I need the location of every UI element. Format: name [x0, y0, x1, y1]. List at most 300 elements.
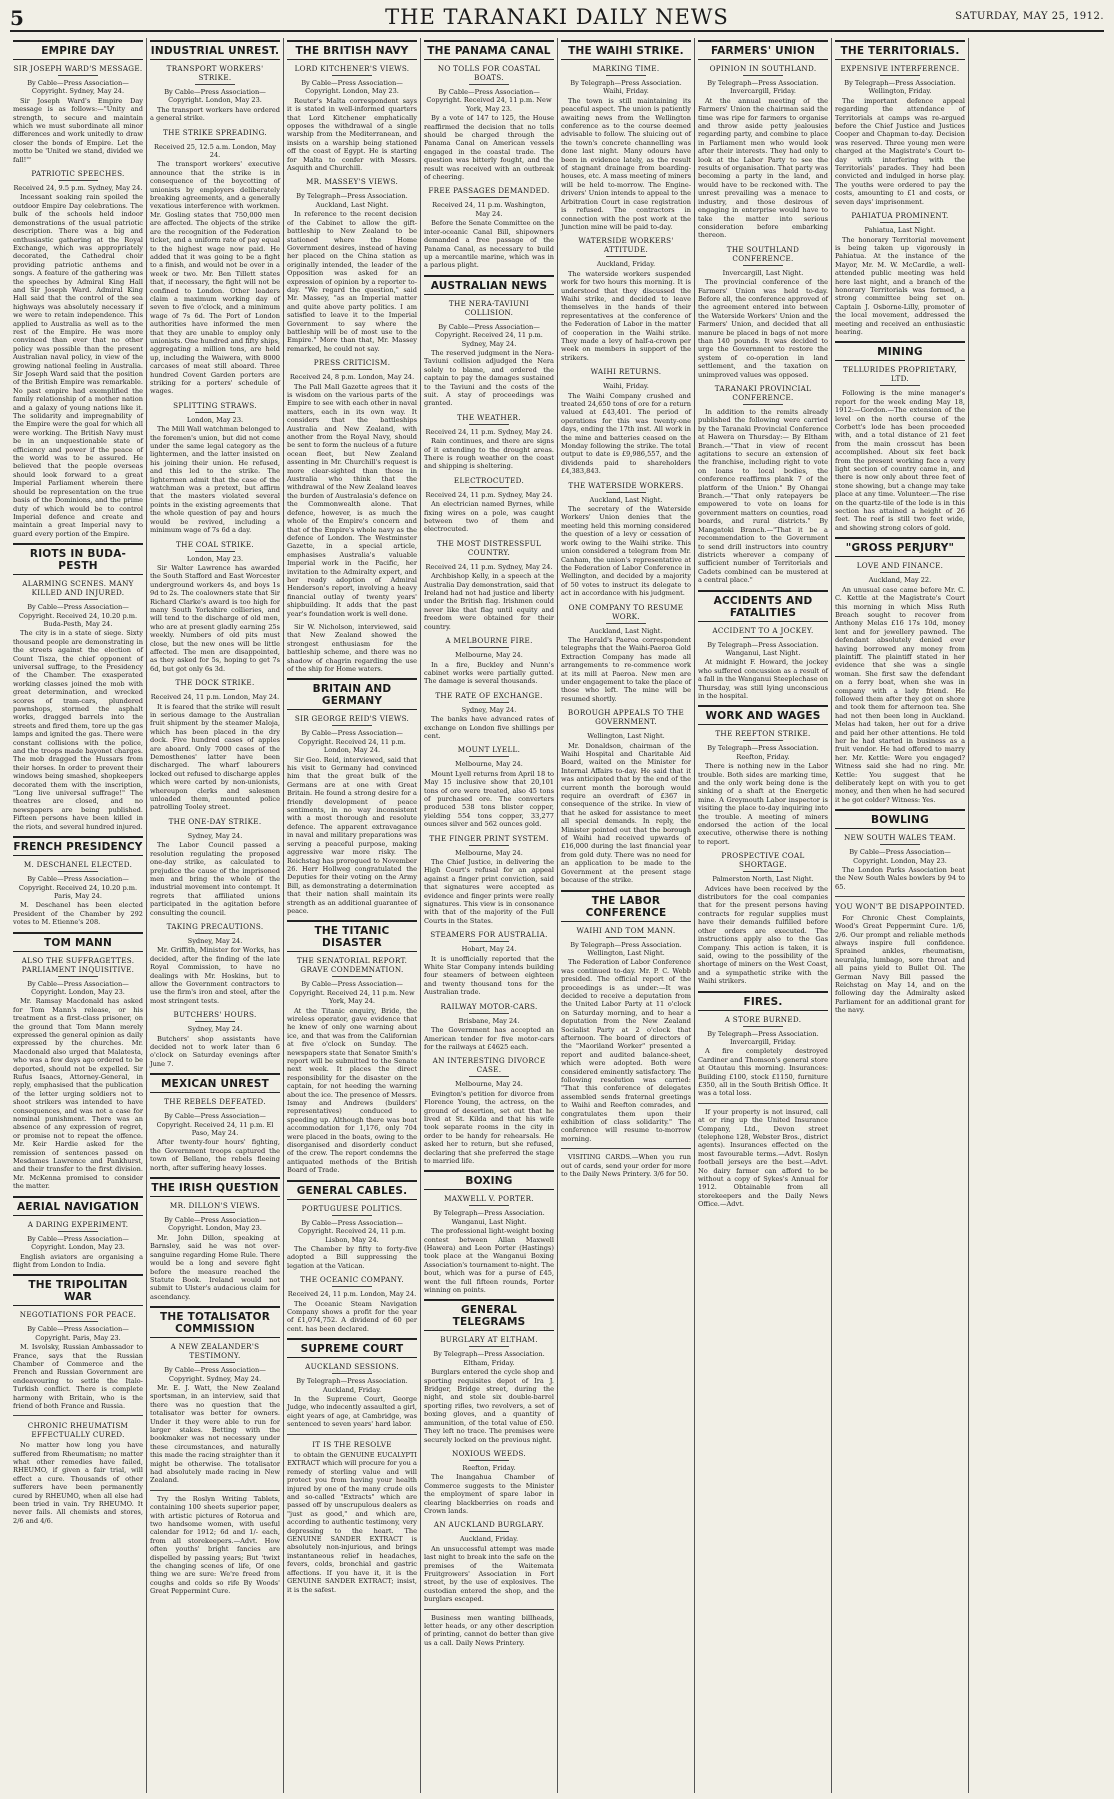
headline-rule — [469, 845, 509, 846]
article-headline: AN AUCKLAND BURGLARY. — [433, 1520, 545, 1530]
article-dateline: London, May 23. — [186, 415, 244, 424]
advertisement-headline: IT IS THE RESOLVE — [312, 1439, 392, 1449]
article-dateline: Sydney, May 24. — [187, 936, 243, 945]
article-body: Incessant soaking rain spoiled the outdoor Empire Day celebrations. The bulk of the schools held indoor demonstrations of the usual patriotic description. There was a big and enthusiastic gathering at the Royal Exchange, which was appropriately decorated, the Cathedral choir providing patriotic anthems and songs. A feature of the gathering was the speeches by Admiral King Hall and Sir Joseph Ward. Admiral King Hall said that the control of the sea highways was absolutely necessary if we were to retain independence. This applied to Australia as well as to the rest of the Empire. He was more convinced than ever that no other policy was possible than the present Australian naval policy, in view of the growing national feeling in Australia. Sir Joseph Ward said that the position of the British Empire was remarkable. No past empire had exemplified the family relationship of a mother nation and a galaxy of young nations like it. The solidarity and impregnability of the Empire were the goal for which all were working. The British Navy must be in an unquestionable state of efficiency and power if the peace of the world was to be assured. He believed that the people overseas should look forward to a great Imperial Parliament wherein there should be representation on the true basis of the Dominions, and the prime duty of which would be to control Imperial defence and create and maintain a great Imperial navy to guard every portion of the Empire. — [13, 193, 143, 538]
article-dateline: Received 24, 11 p.m. Sydney, May 24. — [425, 427, 553, 436]
article-body: An electrician named Byrnes, while fixing wires on a pole, was caught between two of them and electrocuted. — [424, 500, 554, 534]
issue-date: SATURDAY, MAY 25, 1912. — [955, 11, 1104, 22]
article-dateline: By Telegraph—Press Association. Wellington, Last Night. — [570, 940, 682, 957]
article — [561, 890, 691, 1144]
article-body: The reserved judgment in the Nera-Taviuni collision adjudged the Nera solely to blame, and ordered the captain to pay the damages sustained to the Taviuni and the costs of the suit. A stay of proceedings was granted. — [424, 348, 554, 408]
article — [13, 1196, 143, 1270]
article-dateline: By Telegraph—Press Association. Invercargill, Friday. — [707, 79, 819, 96]
article — [561, 603, 691, 704]
article-dateline: Received 24, 9.5 p.m. Sydney, May 24. — [13, 184, 143, 193]
article-body: Sir Joseph Ward's Empire Day message is as follows:—"Unity and strength, to secure and maintain which we must subordinate all minor differences and work unitedly to draw closer the bonds of Empire. Let the motto be 'United we stand, divided we fall!'" — [13, 96, 143, 164]
column-1 — [10, 38, 147, 1793]
article-dateline: By Cable—Press Association—Copyright. London, May 23. — [27, 1234, 129, 1252]
article — [424, 1520, 554, 1603]
article-body: It is feared that the strike will result in serious damage to the Australian fruit shipment by the steamer Maloja, which has been placed in the dry dock. Five hundred cases of apples are aboard. Only 7000 cases of the Demosthenes' latter have been discharged. The wharf labourers locked out refused to discharge apples which were carted by non-unionists, whereupon clerks and salesmen unloaded them, mounted police patrolling Tooley street. — [150, 702, 280, 812]
article-body: Mount Lyell returns from April 18 to May 15 inclusive show that 20,101 tons of ore were treated, also 45 tons of purchased ore. The converters produced 538 tons blister copper, yielding 554 tons copper, 33,277 ounces silver and 562 ounces gold. — [424, 769, 554, 829]
article-dateline: By Telegraph—Press Association. Invercargill, Friday. — [707, 1029, 819, 1046]
section-heading: THE PANAMA CANAL — [424, 40, 554, 60]
article — [150, 128, 280, 396]
section-heading: THE BRITISH NAVY — [287, 40, 417, 60]
article-dateline: By Cable—Press Association—Copyright. London, May 23. — [164, 1216, 266, 1233]
newspaper-title: THE TARANAKI DAILY NEWS — [385, 5, 729, 29]
article-body: The city is in a state of siege. Sixty thousand people are demonstrating in the streets against the election of Count Tisza, the chief opponent of universal suffrage, to the Presidency of the Chamber. The exasperated working classes joined the mob with great determination, and wrecked scores of tram-cars, plundered pawnshops, stormed the asphalt works, dragged barrels into the streets and fired them, tore up the gas lamps and ignited the gas. There were constant collisions with the police, and the troops made bayonet charges. The mob dragged the Hussars from their horses. In order to prevent their windows being smashed, shopkeepers decorated them with the inscription, "Long live universal suffrage!" The theatres are closed, and no newspapers are being published. Fifteen persons have been killed in the riots, and several hundred injured. — [13, 629, 143, 831]
article-headline: PRESS CRITICISM. — [313, 358, 391, 368]
article-headline: PATRIOTIC SPEECHES. — [31, 169, 125, 179]
article-dateline: By Telegraph—Press Association. Wellington, Friday. — [844, 79, 956, 96]
article-dateline: By Telegraph—Press Association. Auckland, Friday. — [296, 1377, 408, 1394]
section-heading: BRITAIN AND GERMANY — [287, 678, 417, 710]
article — [698, 245, 828, 379]
article-dateline: Brisbane, May 24. — [458, 1016, 520, 1025]
headline-rule — [469, 756, 509, 757]
advertisement-headline: YOU WON'T BE DISAPPOINTED. — [835, 902, 965, 912]
article-headline: AUCKLAND SESSIONS. — [305, 1362, 399, 1372]
article — [150, 540, 280, 674]
article-headline: PROSPECTIVE COAL SHORTAGE. — [721, 851, 805, 870]
article — [424, 745, 554, 828]
article-body: The Federation of Labor Conference was continued to-day. Mr. P. C. Webb presided. The official report of the proceedings is as under:—It was decided to receive a deputation from the United Labor Party at 11 o'clock on Saturday morning, and to hear a deputation from the New Zealand Socialist Party at 2 o'clock that afternoon. The board of directors of the "Maoriland Worker" presented a report and audited balance-sheet, which were adopted. Both were considered eminently satisfactory. The following resolution was carried: "That this conference of delegates assembled sends fraternal greetings to Waihi and Reefton comrades, and congratulates them upon their exhibition of class solidarity." The conference will resume to-morrow morning. — [561, 958, 691, 1143]
article-dateline: By Telegraph—Press Association. Wanganui, Last Night. — [433, 1209, 545, 1226]
article-headline: THE REBELS DEFEATED. — [164, 1097, 266, 1107]
article — [698, 851, 828, 985]
article — [561, 708, 691, 884]
article-headline: A NEW ZEALANDER'S TESTIMONY. — [170, 1342, 260, 1361]
headline-rule — [606, 623, 646, 624]
article-dateline: By Cable—Press Association—Copyright. Received 24, 11 p.m. London, May 24. — [298, 729, 406, 755]
article — [13, 169, 143, 538]
article-headline: THE SOUTHLAND CONFERENCE. — [726, 244, 800, 263]
section-heading: AUSTRALIAN NEWS — [424, 275, 554, 295]
headline-rule — [469, 1460, 509, 1461]
section-heading: THE TRIPOLITAN WAR — [13, 1274, 143, 1306]
article-dateline: By Cable—Press Association—Copyright. Received 24, 11 p.m. El Paso, May 24. — [156, 1112, 274, 1138]
article-dateline: Invercargill, Last Night. — [722, 268, 804, 277]
article-headline: ONE COMPANY TO RESUME WORK. — [568, 602, 684, 621]
article-dateline: Sydney, May 24. — [461, 705, 517, 714]
article-dateline: By Cable—Press Association—Copyright. Sydney, May 24. — [164, 1366, 266, 1383]
article-headline: TARANAKI PROVINCIAL CONFERENCE. — [714, 384, 812, 402]
advertisement — [561, 1148, 691, 1178]
headline-rule — [469, 197, 509, 198]
article — [835, 537, 965, 804]
article-headline: ACCIDENT TO A JOCKEY. — [712, 625, 814, 635]
article-body: Rain continues, and there are signs of it extending to the drought areas. There is rough weather on the coast and shipping is sheltering. — [424, 437, 554, 471]
article-headline: THE SENATORIAL REPORT. GRAVE CONDEMNATION. — [296, 956, 408, 975]
article-headline: ALARMING SCENES. MANY KILLED AND INJURED. — [22, 579, 134, 598]
article-body: The professional light-weight boxing contest between Allan Maxwell (Hawera) and Leon Porter (Hastings) took place at the Wanganui Boxing Association's tournament to-night. The bout, which was for a purse of £45, went the full fifteen rounds, Porter winning on points. — [424, 1227, 554, 1295]
article — [424, 930, 554, 996]
article-headline: RAILWAY MOTOR-CARS. — [440, 1001, 538, 1011]
headline-rule — [195, 933, 235, 934]
headline-rule — [606, 937, 646, 938]
article — [150, 1010, 280, 1068]
section-heading: SUPREME COURT — [287, 1338, 417, 1358]
section-heading: THE LABOR CONFERENCE — [561, 890, 691, 922]
article-body: In the Supreme Court, George Judge, who indecently assaulted a girl, eight years of age, at Cambridge, was sentenced to seven years' hard labor. — [287, 1394, 417, 1429]
article — [835, 341, 965, 532]
page-number: 5 — [10, 6, 24, 30]
article-body: Advices have been received by the distributors for the coal companies that for the present persons having contracts for regular supplies must have their demands fulfilled before other orders are executed. The instructions apply also to the Gas Company. This action is taken, it is said, owing to the possibility of the shortage of miners on the West Coast, and a sympathetic strike with the Waihi strikers. — [698, 884, 828, 986]
article-dateline: Sydney, May 24. — [187, 831, 243, 840]
masthead — [10, 4, 1104, 32]
headline-rule — [469, 319, 509, 320]
article-body: The banks have advanced rates of exchange on London five shillings per cent. — [424, 715, 554, 740]
article-body: Sir W. Nicholson, interviewed, said that New Zealand showed the strongest enthusiasm for the battleship scheme, and there was no shadow of chagrin regarding the use of the ship for Home waters. — [287, 622, 417, 673]
headline-rule — [195, 1212, 235, 1213]
article-dateline: Auckland, May 22. — [868, 576, 932, 585]
article-body: The Chamber by fifty to forty-five adopted a Bill suppressing the legation at the Vatican. — [287, 1244, 417, 1270]
article-dateline: Auckland, Last Night. — [589, 626, 663, 635]
headline-rule — [469, 84, 509, 85]
article-body: An unsuccessful attempt was made last night to break into the safe on the premises of the Waitemata Fruitgrowers' Association in Fort street, by the use of explosives. The custodian entered the shop, and the burglars escaped. — [424, 1544, 554, 1604]
article-dateline: Received 24, 11 p.m. Sydney, May 24. — [425, 562, 553, 571]
section-heading: TOM MANN — [13, 932, 143, 952]
article-headline: MR. MASSEY'S VIEWS. — [305, 177, 399, 187]
section-heading: FIRES. — [698, 991, 828, 1011]
article — [561, 236, 691, 362]
article-dateline: London, May 23. — [186, 554, 244, 563]
article-body: Burglars entered the cycle shop and sporting requisites depot of Ira J. Bridger, Bridge street, during the night, and stole six double-barrel sporting rifles, two revolvers, a set of boxing gloves, and a quantity of ammunition, of the total value of £50. They left no trace. The premises were securely locked on the previous night. — [424, 1368, 554, 1444]
article-headline: THE REEFTON STRIKE. — [715, 729, 811, 739]
article-dateline: By Cable—Press Association—Copyright. London, May 23. — [301, 79, 403, 96]
article — [287, 1338, 417, 1428]
article — [424, 539, 554, 631]
article-headline: THE WATERSIDE WORKERS. — [568, 480, 684, 490]
advertisement-body: to obtain the GENUINE EUCALYPTI EXTRACT which will procure for you a remedy of sterling value and will protect you from having your health injured by one of the many crude oils and so-called "Extracts" which are passed off by unscrupulous dealers as "just as good," and which are, according to authentic testimony, very depressing to the heart. The GENUINE SANDER EXTRACT is absolutely non-injurious, and brings instantaneous relief in headaches, fevers, colds, bronchial and gastric affections. If you have it, it is the GENUINE SANDER EXTRACT; insist, it is the safest. — [287, 1451, 417, 1594]
headline-rule — [58, 599, 98, 600]
article-body: Archbishop Kelly, in a speech at the Australia Day demonstration, said that Ireland had not had justice and liberty under the British flag. Irishmen could never like that flag until equity and freedom were obtained for their country. — [424, 572, 554, 631]
article-dateline: Received 24, 11 p.m. London, May 24. — [287, 1290, 417, 1299]
article-headline: MR. DILLON'S VIEWS. — [169, 1201, 261, 1211]
article-dateline: Wellington, Last Night. — [587, 732, 665, 741]
article-body: The Chief Justice, in delivering the High Court's refusal for an appeal against a finger print conviction, said that signatures were accepted as evidence and finger prints were really signatures. This view is in consonance with that of the majority of the Full Courts in the States. — [424, 858, 554, 925]
headline-rule — [195, 139, 235, 140]
article — [287, 678, 417, 915]
section-heading: EMPIRE DAY — [13, 40, 143, 60]
article — [150, 1073, 280, 1172]
article-body: After twenty-four hours' fighting, the Government troops captured the town of Bellano, the rebels fleeing north, after suffering heavy losses. — [150, 1138, 280, 1172]
article — [698, 384, 828, 585]
headline-rule — [332, 75, 372, 76]
headline-rule — [332, 1215, 372, 1216]
column-4 — [421, 38, 558, 1793]
article-headline: M. DESCHANEL ELECTED. — [23, 860, 133, 870]
article-body: Sir Geo. Reid, interviewed, said that his visit to Germany had convinced him that the great bulk of the Germans are at one with Great Britain. He found a strong desire for a friendly development of peace sentiments, in no way inconsistent with a most thorough and resolute defence. The apparent extravagance in naval and military preparations was serving a peaceful purpose, making aggressive war more risky. The Reichstag has prorogued to November 26. Herr Hollweg congratulated the Deputies for their voting on the Army Bill, as demonstrating a determination that their nation shall maintain its strength as an additional guarantee of peace. — [287, 755, 417, 915]
advertisement-body: No matter how long you have suffered from Rheumatism; no matter what other remedies have failed, RHEUMO, if given a fair trial, will effect a cure. Thousands of other sufferers have been permanently cured by RHEUMO, when all else had been tried in vain. Try RHEUMO. It never fails. All chemists and stores, 2/6 and 4/6. — [13, 1441, 143, 1525]
headline-rule — [469, 559, 509, 560]
article-headline: BOROUGH APPEALS TO THE GOVERNMENT. — [567, 708, 685, 727]
article-body: Reuter's Malta correspondent says it is stated in well-informed quarters that Lord Kitchener emphatically opposes the withdrawal of a single warship from the Mediterranean, and insists on a warship being stationed off the coast of Egypt. He is starting for Malta to confer with Messrs. Asquith and Churchill. — [287, 96, 417, 173]
headline-rule — [469, 1531, 509, 1532]
column-6 — [695, 38, 832, 1793]
article — [150, 678, 280, 812]
headline-rule — [743, 871, 783, 872]
article-headline: EXPENSIVE INTERFERENCE. — [840, 64, 960, 73]
section-heading: FARMERS' UNION — [698, 40, 828, 60]
article-body: It is unofficially reported that the White Star Company intends building four steamers of between eighteen and twenty thousand tons for the Australian trade. — [424, 954, 554, 997]
article-headline: WAIHI RETURNS. — [590, 367, 662, 377]
section-heading: INDUSTRIAL UNREST. — [150, 40, 280, 60]
advertisement-body: For Chronic Chest Complaints, Wood's Great Peppermint Cure. 1/6, 2/6. Our prompt and reliable methods always inspire full confidence. Sprained ankles, rheumatism, neuralgia, lumbago, sore throat and all pains yield to Bullet Oil. The German Navy Bill passed the Reichstag on May 14, and on the following day the Admiralty asked Parliament for an additional grant for the navy. — [835, 913, 965, 1015]
headline-rule — [606, 378, 646, 379]
section-heading: THE TITANIC DISASTER — [287, 920, 417, 952]
article — [835, 211, 965, 336]
article-body: English aviators are organising a flight from London to India. — [13, 1252, 143, 1269]
article — [424, 834, 554, 926]
article — [424, 691, 554, 741]
article-body: The Pall Mall Gazette agrees that it is wisdom on the various parts of the Empire to see with each other in naval matters, each in its own way. It considers that the battleships Australia and New Zealand, with another from the Royal Navy, should be sent to form the nucleus of a future ocean fleet, but New Zealand assenting in Mr. Churchill's request is more clear-sighted than those in Australia who think that the withdrawal of the New Zealand leaves the burden of Australasia's defence on the Commonwealth alone. That defence, however, is as much the whole of the Empire's concern and that of the Empire's whole navy as the defence of London. The Westminster Gazette, in a special article, emphasises Australia's valuable Imperial work in the Pacific, her invitation to the Admiralty expert, and her ready adoption of Admiral Henderson's report, involving a heavy financial outlay of twenty years' shipbuilding. It adds that the past year's foundation work is well done. — [287, 382, 417, 618]
headline-rule — [880, 572, 920, 573]
article-dateline: Waihi, Friday. — [603, 382, 649, 391]
headline-rule — [880, 385, 920, 386]
article-dateline: By Telegraph—Press Association. Auckland, Last Night. — [296, 192, 408, 209]
article-headline: TAKING PRECAUTIONS. — [166, 921, 264, 931]
article-headline: OPINION IN SOUTHLAND. — [709, 64, 817, 73]
article-body: At the annual meeting of the Farmers' Union the chairman said the time was ripe for farmers to organise and throw aside petty jealousies regarding party, and combine to place in Parliament men who would look after their interests. They had only to look at the Labor Party to see the results of organisation. That party was becoming a party in the land, and would have to be reckoned with. The unrest prevailing was a menace to industry, and those desirous of engaging in enterprise would have to take the matter into serious consideration before embarking thereon. — [698, 96, 828, 240]
article-dateline: By Cable—Press Association—Copyright. Received 24, 10.20 p.m. Paris, May 24. — [18, 875, 138, 900]
article-headline: THE MOST DISTRESSFUL COUNTRY. — [436, 538, 542, 557]
headline-rule — [743, 637, 783, 638]
article-body: The provincial conference of the Farmers' Union was held to-day. Before all, the conference approved of the agreement entered into between the Waterside Workers' Union and the Farmers' Union, and decided that all manure be placed in bags of not more than 140 pounds. It was decided to urge the Government to restore the system of co-operation in land settlement, and the taxation on unimproved values was opposed. — [698, 278, 828, 379]
article-dateline: By Cable—Press Association—Copyright. London, May 23. — [27, 979, 129, 996]
headline-rule — [469, 1076, 509, 1077]
article-dateline: Melbourne, May 24. — [455, 848, 523, 857]
article-headline: THE COAL STRIKE. — [176, 539, 254, 549]
article-dateline: Received 25, 12.5 a.m. London, May 24. — [154, 142, 276, 160]
section-heading: "GROSS PERJURY" — [835, 537, 965, 557]
article-headline: ELECTROCUTED. — [453, 475, 525, 485]
article-body: The honorary Territorial movement is being taken up vigorously in Pahiatua. At the instance of the Mayor, Mr. M. W. McCardle, a well-attended public meeting was held here last night, and a branch of the honorary Territorials was formed, a strong committee being set on. Captain J. Osborne-Lilly, promoter of the local movement, addressed the meeting and received an enthusiastic hearing. — [835, 235, 965, 336]
advertisement-body: Try the Roslyn Writing Tablets, containing 100 sheets superior paper, with artistic pictures of Rotorua and two handsome women, with useful calendar for 1912; 6d and 1/- each, from all storekeepers.—Advt. How often youths' bright fancies are dispelled by passing years; But 'twixt the changing scenes of life, Of one thing we are sure: We're freed from coughs and colds so rife By Woods' Great Peppermint Cure. — [150, 1494, 280, 1596]
article-headline: TELLURIDES PROPRIETARY, LTD. — [843, 365, 957, 384]
article-headline: THE NERA-TAVIUNI COLLISION. — [448, 298, 530, 317]
section-heading: THE TERRITORIALS. — [835, 40, 965, 60]
headline-rule — [195, 551, 235, 552]
headline-rule — [195, 828, 235, 829]
article — [424, 1299, 554, 1443]
article-dateline: Reefton, Friday. — [462, 1463, 516, 1472]
article — [424, 1056, 554, 1165]
article-headline: MAXWELL V. PORTER. — [444, 1194, 534, 1204]
article-body: An unusual case came before Mr. C. C. Kettle at the Magistrate's Court this morning in which Miss Ruth Breach sought to recover from Anthony Melas £16 17s 10d, money lent and for jewellery pawned. The defendant absolutely denied ever having borrowed any money from plaintiff. The plaintiff stated in her evidence that she was a single woman. She first saw the defendant on a ferry boat, when she was in company with a lady friend. He followed them after they got on shore and took them for afternoon tea. She had not then been long in Auckland. Melas had taken, her out for a drive and paid her other attentions. He told her he had started in business as a fruit vendor. He had offered to marry her. Mr. Kettle: Were you engaged? Witness said she had no ring. Mr. Kettle: You suggest that he deliberately kept on with you to get money, and then when he had secured it he got colder? Witness: Yes. — [835, 585, 965, 804]
section-heading: ACCIDENTS AND FATALITIES — [698, 590, 828, 622]
article — [13, 932, 143, 1191]
article-dateline: Palmerston North, Last Night. — [712, 875, 814, 884]
article-dateline: By Cable—Press Association—Copyright. London, May 23. — [849, 848, 951, 865]
article-dateline: By Cable—Press Association—Copyright. Sydney, May 24. — [27, 79, 129, 96]
article — [424, 1002, 554, 1052]
article-dateline: Hobart, May 24. — [461, 945, 517, 954]
article-headline: A STORE BURNED. — [724, 1014, 802, 1024]
article — [424, 476, 554, 534]
article-body: The Mill Wall watchman belonged to the foremen's union, but did not come under the same legal category as the lightermen, and the latter insisted on his joining their union. He refused, and this led to the strike. The lightermen admit that the case of the watchman was a pretext, but affirm that the masters violated several points in the existing agreements that the whole question of pay and hours would be revived, including a minimum wage of 7s 6d a day. — [150, 425, 280, 535]
article-headline: SIR JOSEPH WARD'S MESSAGE. — [13, 64, 143, 73]
article — [150, 40, 280, 123]
article-headline: A DARING EXPERIMENT. — [27, 1219, 129, 1229]
article — [287, 623, 417, 673]
article-headline: THE OCEANIC COMPANY. — [300, 1275, 404, 1285]
advertisement-body: VISITING CARDS.—When you run out of cards, send your order for more to the Daily News Printery. 3/6 for 50. — [561, 1153, 691, 1179]
article-body: Evington's petition for divorce from Florence Young, the actress, on the ground of desertion, set out that he lived at St. Kilda and that his wife took separate rooms in the city in order to be handy for rehearsals. He asked her to return, but she refused, declaring that she preferred the stage to married life. — [424, 1089, 554, 1165]
article-body: At midnight F. Howard, the jockey who suffered concussion as a result of a fall in the Wanganui Steeplechase on Thursday, was still lying unconscious in the hospital. — [698, 658, 828, 700]
column-7 — [832, 38, 969, 1793]
advertisement — [287, 1434, 417, 1594]
article-headline: THE FINGER PRINT SYSTEM. — [429, 833, 549, 843]
headline-rule — [58, 75, 98, 76]
section-heading: MINING — [835, 341, 965, 361]
article-dateline: Auckland, Last Night. — [589, 495, 663, 504]
article-body: M. Deschanel has been elected President of the Chamber by 292 votes to M. Etienne's 208. — [13, 901, 143, 927]
section-heading: THE IRISH QUESTION — [150, 1177, 280, 1197]
article-body: Mr. John Dillon, speaking at Barnsley, said he was not over-sanguine regarding Home Rule. There would be a long and severe fight before the measure reached the Statute Book. Ireland would not submit to Ulster's audacious claim for ascendancy. — [150, 1233, 280, 1301]
article — [287, 177, 417, 353]
article-headline: THE WEATHER. — [457, 412, 521, 422]
headline-rule — [332, 1373, 372, 1374]
article — [835, 809, 965, 891]
headline-rule — [195, 689, 235, 690]
headline-rule — [880, 222, 920, 223]
advertisement — [698, 1103, 828, 1209]
article-dateline: By Telegraph—Press Association. Eltham, Friday. — [433, 1350, 545, 1367]
advertisement-body: If your property is not insured, call at or ring up the United Insurance Company, Ltd., Devon street (telephone 128, Webster Bros., district agents). Insurances effected on the most favourable terms.—Advt. Roslyn football jerseys are the best.—Advt. No dairy farmer can afford to be without a copy of Sykes's Annual for 1912. Obtainable from all storekeepers and the Daily News Office.—Advt. — [698, 1107, 828, 1209]
article-body: The important defence appeal regarding the attendance of Territorials at camps was re-argued before the Chief Justice and Justices Cooper and Chapman to-day. Decision was reserved. Three young men were charged at the Magistrate's Court to-day with interfering with the Territorials' parades. They had been convicted and indulged in horse play. The youths were ordered to pay the costs, amounting to £1 and costs, or seven days' imprisonment. — [835, 96, 965, 206]
article-headline: LOVE AND FINANCE. — [856, 561, 944, 571]
headline-rule — [469, 487, 509, 488]
article-headline: THE STRIKE SPREADING. — [162, 127, 268, 137]
headline-rule — [880, 75, 920, 76]
article-dateline: By Telegraph—Press Association. Wanganui, Last Night. — [707, 640, 819, 657]
article-dateline: By Cable—Press Association—Copyright. Received 24, 11 p.m. Lisbon, May 24. — [298, 1218, 406, 1244]
advertisement-body: Business men wanting billheads, letter heads, or any other description of printing, cannot do better than give us a call. Daily News Printery. — [424, 1613, 554, 1647]
headline-rule — [743, 265, 783, 266]
article-body: The secretary of the Waterside Workers' Union denies that the meeting held this morning considered the question of a levy or cessation of work owing to the Waihi strike. This union considered a telegram from Mr. Canham, the union's representative at the Federation of Labor Conference in Wellington, and decided by a majority of 50 votes to instruct its delegate to act in accordance with his judgment. — [561, 505, 691, 598]
headline-rule — [332, 369, 372, 370]
article-body: The waterside workers suspended work for two hours this morning. It is understood that they discussed the Waihi strike, and decided to leave themselves in the hands of their representatives at the conference of the Federation of Labor in the matter of cooperation in the Waihi strike. They made a levy of half-a-crown per week on members in support of the strikers. — [561, 269, 691, 362]
article-dateline: By Cable—Press Association—Copyright. Paris, May 23. — [27, 1325, 129, 1342]
section-heading: THE TOTALISATOR COMMISSION — [150, 1306, 280, 1338]
article-body: The Oceanic Steam Navigation Company shows a profit for the year of £1,074,752. A dividend of 60 per cent. has been declared. — [287, 1299, 417, 1333]
section-heading: AERIAL NAVIGATION — [13, 1196, 143, 1216]
article — [561, 40, 691, 231]
article-dateline: Auckland, Friday. — [459, 1535, 519, 1544]
headline-rule — [606, 256, 646, 257]
section-heading: BOXING — [424, 1170, 554, 1190]
headline-rule — [195, 1108, 235, 1109]
headline-rule — [469, 1013, 509, 1014]
headline-rule — [332, 188, 372, 189]
article-headline: PAHIATUA PROMINENT. — [851, 211, 949, 221]
article — [424, 186, 554, 269]
article-body: Before the Senate Committee on the inter-oceanic Canal Bill, shipowners demanded a free passage of the Panama Canal, as necessary to build up a mercantile marine, which was in a parlous plight. — [424, 219, 554, 270]
article-headline: ALSO THE SUFFRAGETTES. PARLIAMENT INQUISITIVE. — [21, 955, 135, 974]
section-heading: RIOTS IN BUDA-PESTH — [13, 543, 143, 575]
article-headline: A MELBOURNE FIRE. — [445, 636, 533, 646]
article-body: At the Titanic enquiry, Bride, the wireless operator, gave evidence that he knew of only one warning about ice, and that was from the Californian at five o'clock on Sunday. The newspapers state that Senator Smith's report will be submitted to the Senate next week. It places the direct responsibility for the disaster on the captain, for not heeding the warning about the ice. The presence of Messrs. Ismay and Andrews (builders' representatives) conduced to speeding up. Although there was boat accommodation for 1,176, only 704 were placed in the boats, owing to the disorganised and disorderly conduct of the crew. The report condemns the antiquated methods of the British Board of Trade. — [287, 1006, 417, 1175]
headline-rule — [880, 844, 920, 845]
article — [287, 1180, 417, 1270]
section-heading: FRENCH PRESIDENCY — [13, 836, 143, 856]
section-heading: GENERAL CABLES. — [287, 1180, 417, 1200]
newspaper-columns — [10, 38, 1104, 1793]
section-heading: THE WAIHI STRIKE. — [561, 40, 691, 60]
column-3 — [284, 38, 421, 1793]
article — [287, 358, 417, 618]
article — [561, 367, 691, 475]
article-headline: NEGOTIATIONS FOR PEACE. — [19, 1310, 137, 1320]
headline-rule — [469, 647, 509, 648]
article-body: Mr. Ramsay Macdonald has asked for Tom Mann's release, or his treatment as a first-class prisoner, on the ground that Tom Mann merely expressed the general opinion as daily expressed by the churches. Mr. Macdonald also urged that Malatesta, who was a few days ago ordered to be deported, should not be expelled. Sir Rufus Isaacs, Attorney-General, in reply, emphasised that the publication of the letter urging soldiers not to shoot strikers was intended to have consequences, and was not a case for nominal punishment. There was an absence of any expression of regret, or promise not to repeat the offence. Mr. Keir Hardie asked for the remission of sentences passed on Mesdames Lawrence and Pankhurst, and their transfer to the first division. Mr. McKenna promised to consider the matter. — [13, 997, 143, 1191]
article — [13, 836, 143, 926]
headline-rule — [606, 492, 646, 493]
headline-rule — [332, 1286, 372, 1287]
advertisement — [835, 896, 965, 1014]
article-dateline: By Cable—Press Association—Copyright. London, May 23. — [164, 88, 266, 105]
article-dateline: Auckland, Friday. — [596, 260, 656, 269]
headline-rule — [58, 1321, 98, 1322]
article-headline: SPLITTING STRAWS. — [173, 400, 257, 410]
article-headline: BUTCHERS' HOURS. — [173, 1010, 257, 1020]
article — [698, 705, 828, 846]
article-dateline: By Cable—Press Association—Copyright. Received 24, 10.20 p.m. Buda-Pesth, May 24. — [18, 603, 138, 628]
article-headline: FREE PASSAGES DEMANDED. — [428, 186, 550, 196]
article — [424, 413, 554, 471]
article — [150, 1177, 280, 1301]
section-heading: MEXICAN UNREST — [150, 1073, 280, 1093]
article — [13, 1274, 143, 1410]
article — [287, 920, 417, 1174]
article-headline: TRANSPORT WORKERS' STRIKE. — [166, 64, 264, 82]
article-body: The Inangahua Chamber of Commerce suggests to the Minister the employment of spare labor in clearing blackberries on roads and Crown lands. — [424, 1473, 554, 1515]
article — [424, 1170, 554, 1294]
article-body: The Labor Council passed a resolution regulating the proposed one-day strike, as calculated to prejudice the cause of the imprisoned men and bring the whole of the industrial movement into contempt. It regrets that affiliated unions participated in the agitation before consulting the council. — [150, 841, 280, 917]
article — [13, 543, 143, 831]
article-body: Following is the mine manager's report for the week ending May 18, 1912:—Gordon.—The extension of the level on the north course of the Corbett's lode has been proceeded with, and a total distance of 21 feet from the main crosscut has been accomplished. About six feet back from the present working face a very light section of country came in, and there is now only about three feet of stone showing, but a change may take place at any time. Volunteer.—The rise on the quartz-tile of the lode is in this section has attained a height of 26 feet. The reef is still two feet wide, and showing strong colors of gold. — [835, 389, 965, 532]
article-body: A fire completely destroyed Cardiner and Thomson's general store at Otautau this morning. Insurances: Building £100, stock £1150, furniture £350, all in the South British Office. It was a total loss. — [698, 1047, 828, 1098]
section-heading: BOWLING — [835, 809, 965, 829]
headline-rule — [743, 1026, 783, 1027]
column-8 — [969, 38, 1104, 1793]
article — [424, 1449, 554, 1515]
headline-rule — [332, 725, 372, 726]
article — [150, 922, 280, 1005]
advertisement-headline: CHRONIC RHEUMATISM EFFECTUALLY CURED. — [27, 1421, 129, 1439]
article-body: There is nothing new in the Labor trouble. Both sides are marking time, and the only work being done is the sinking of a shaft at the Energetic mine. A Greymouth Labor inspector is visiting the place to-day inquiring into the trouble. A meeting of miners endorsed the action of the local executive, otherwise there is nothing to report. — [698, 762, 828, 846]
article-dateline: By Cable—Press Association—Copyright. Received 24, 11 p.m. New York, May 24. — [289, 980, 415, 1006]
article — [150, 817, 280, 917]
article-headline: NO TOLLS FOR COASTAL BOATS. — [437, 64, 541, 82]
article-body: Butchers' shop assistants have decided not to work later than 6 o'clock on Saturday evenings after June 7. — [150, 1034, 280, 1068]
article-dateline: By Telegraph—Press Association. Waihi, Friday. — [570, 79, 682, 96]
article — [698, 991, 828, 1098]
article-dateline: Pahiatua, Last Night. — [864, 226, 936, 235]
article-headline: THE RATE OF EXCHANGE. — [435, 690, 543, 700]
article-headline: BURGLARY AT ELTHAM. — [440, 1335, 538, 1345]
headline-rule — [469, 1346, 509, 1347]
article-body: The Government has accepted an American tender for five motor-cars for the railways at £4625 each. — [424, 1026, 554, 1051]
article — [150, 401, 280, 535]
article-body: Sir Walter Lawrence has awarded the South Stafford and East Worcester underground workers 4s, and boys 1s 9d to 2s. The coalowners state that Sir Richard Clarke's award is too high for many South Yorkshire collieries, and will tend to the discharge of old men, who are at present gladly earning 25s weekly. Numbers of old pits must close, but the new ones will be little affected. The men are disappointed, as they asked for 5s, hoping to get 7s 6d, but got only 6s 3d. — [150, 563, 280, 673]
headline-rule — [469, 941, 509, 942]
article — [561, 481, 691, 598]
headline-rule — [743, 740, 783, 741]
article-body: The London Parks Association beat the New South Wales bowlers by 94 to 65. — [835, 866, 965, 891]
article-body: In a fire, Buckley and Nunn's cabinet works were partially gutted. The damage is several thousands. — [424, 660, 554, 686]
